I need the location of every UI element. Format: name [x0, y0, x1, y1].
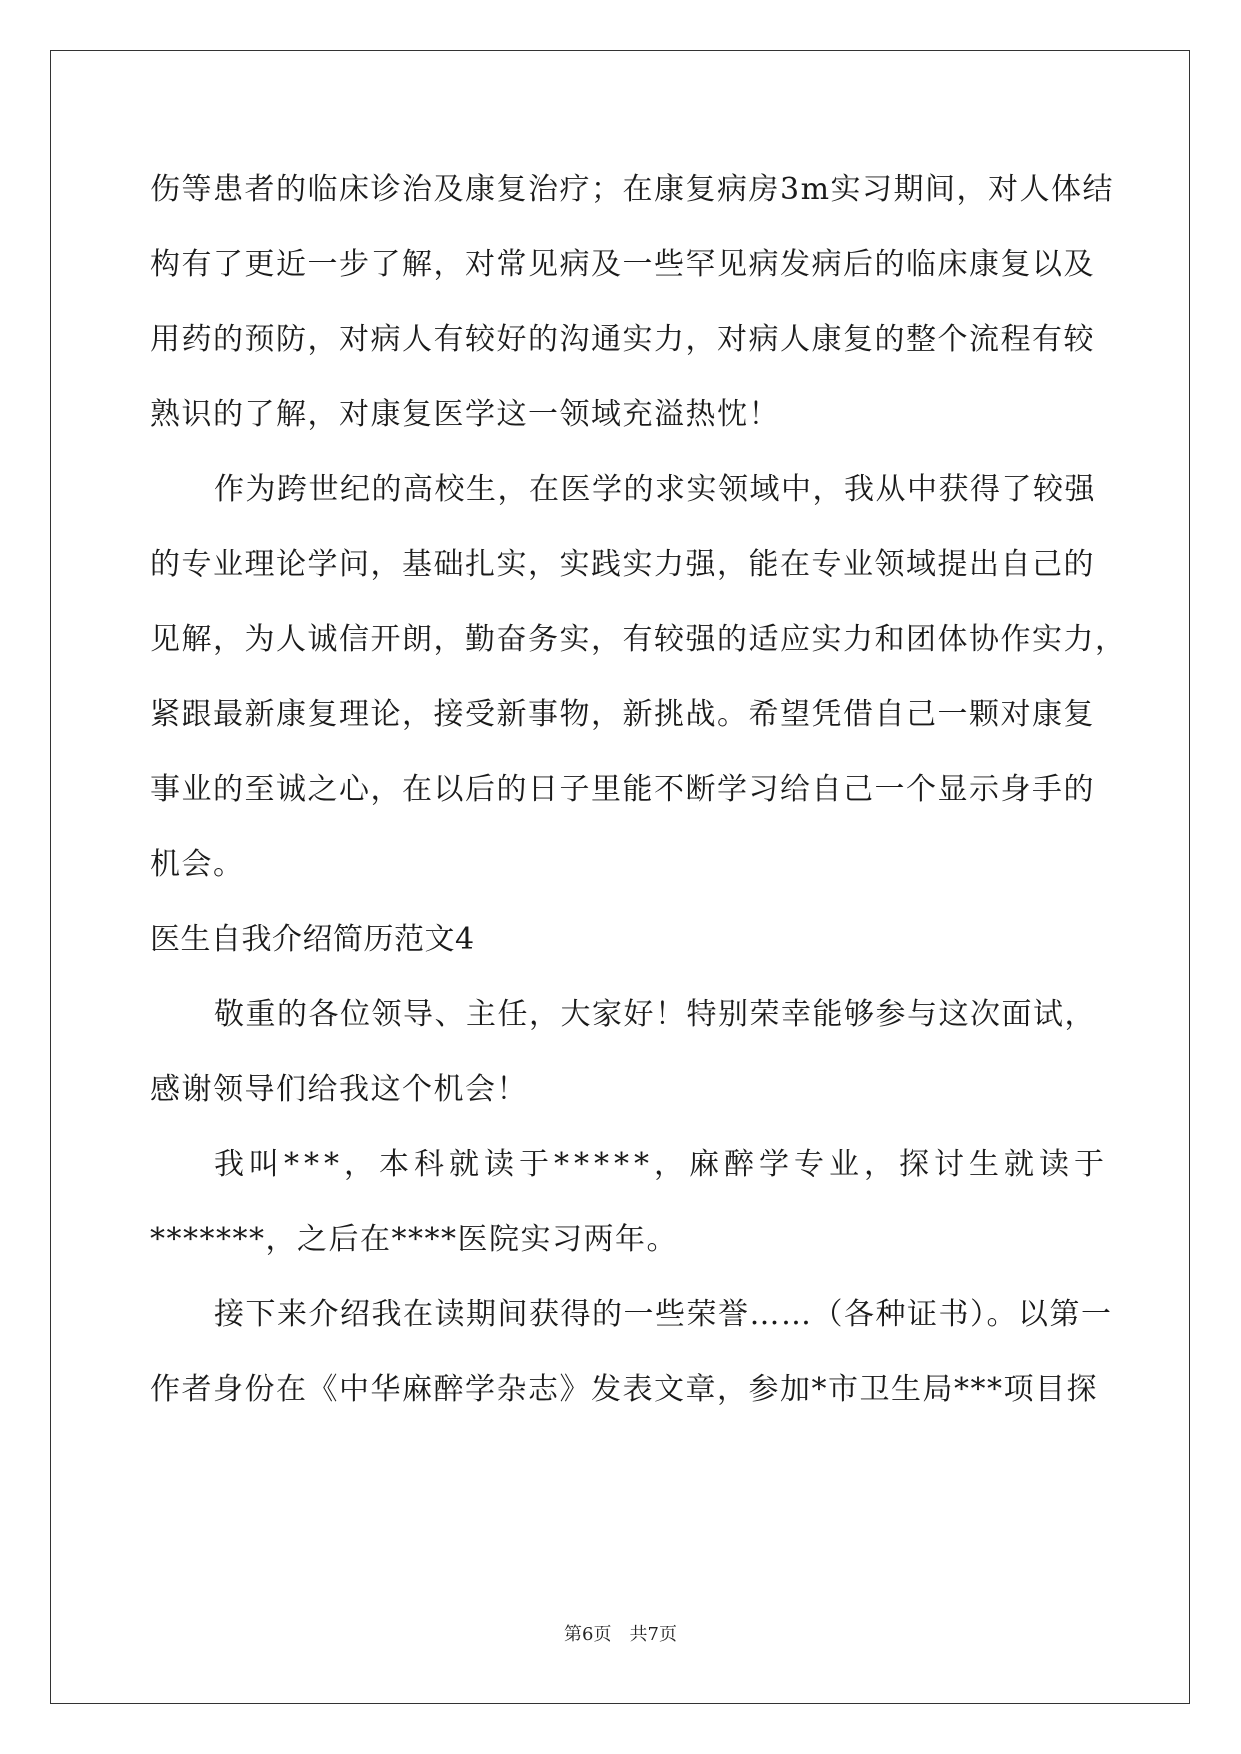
body-line: 接下来介绍我在读期间获得的一些荣誉……（各种证书）。以第一	[214, 1297, 1113, 1332]
body-line: 构有了更近一步了解，对常见病及一些罕见病发病后的临床康复以及	[150, 247, 1095, 282]
body-line: 熟识的了解，对康复医学这一领域充溢热忱！	[150, 397, 780, 432]
body-line: 紧跟最新康复理论，接受新事物，新挑战。希望凭借自己一颗对康复	[150, 697, 1095, 732]
body-line: 用药的预防，对病人有较好的沟通实力，对病人康复的整个流程有较	[150, 322, 1095, 357]
body-line: 我叫***，本科就读于*****，麻醉学专业，探讨生就读于	[214, 1147, 1109, 1182]
section-heading: 医生自我介绍简历范文4	[150, 922, 475, 957]
body-line: 作为跨世纪的高校生，在医学的求实领域中，我从中获得了较强	[214, 472, 1096, 507]
body-line: 作者身份在《中华麻醉学杂志》发表文章，参加*市卫生局***项目探	[150, 1372, 1098, 1407]
body-line: 敬重的各位领导、主任，大家好！特别荣幸能够参与这次面试，	[214, 997, 1096, 1032]
body-line: *******，之后在****医院实习两年。	[150, 1222, 678, 1257]
body-line: 机会。	[150, 847, 245, 882]
body-line: 事业的至诚之心，在以后的日子里能不断学习给自己一个显示身手的	[150, 772, 1095, 807]
body-line: 的专业理论学问，基础扎实，实践实力强，能在专业领域提出自己的	[150, 547, 1095, 582]
body-line: 见解，为人诚信开朗，勤奋务实，有较强的适应实力和团体协作实力，	[150, 622, 1127, 657]
body-line: 伤等患者的临床诊治及康复治疗；在康复病房3m实习期间，对人体结	[150, 172, 1115, 207]
body-line: 感谢领导们给我这个机会！	[150, 1072, 528, 1107]
page-number-footer: 第6页 共7页	[564, 1624, 677, 1645]
